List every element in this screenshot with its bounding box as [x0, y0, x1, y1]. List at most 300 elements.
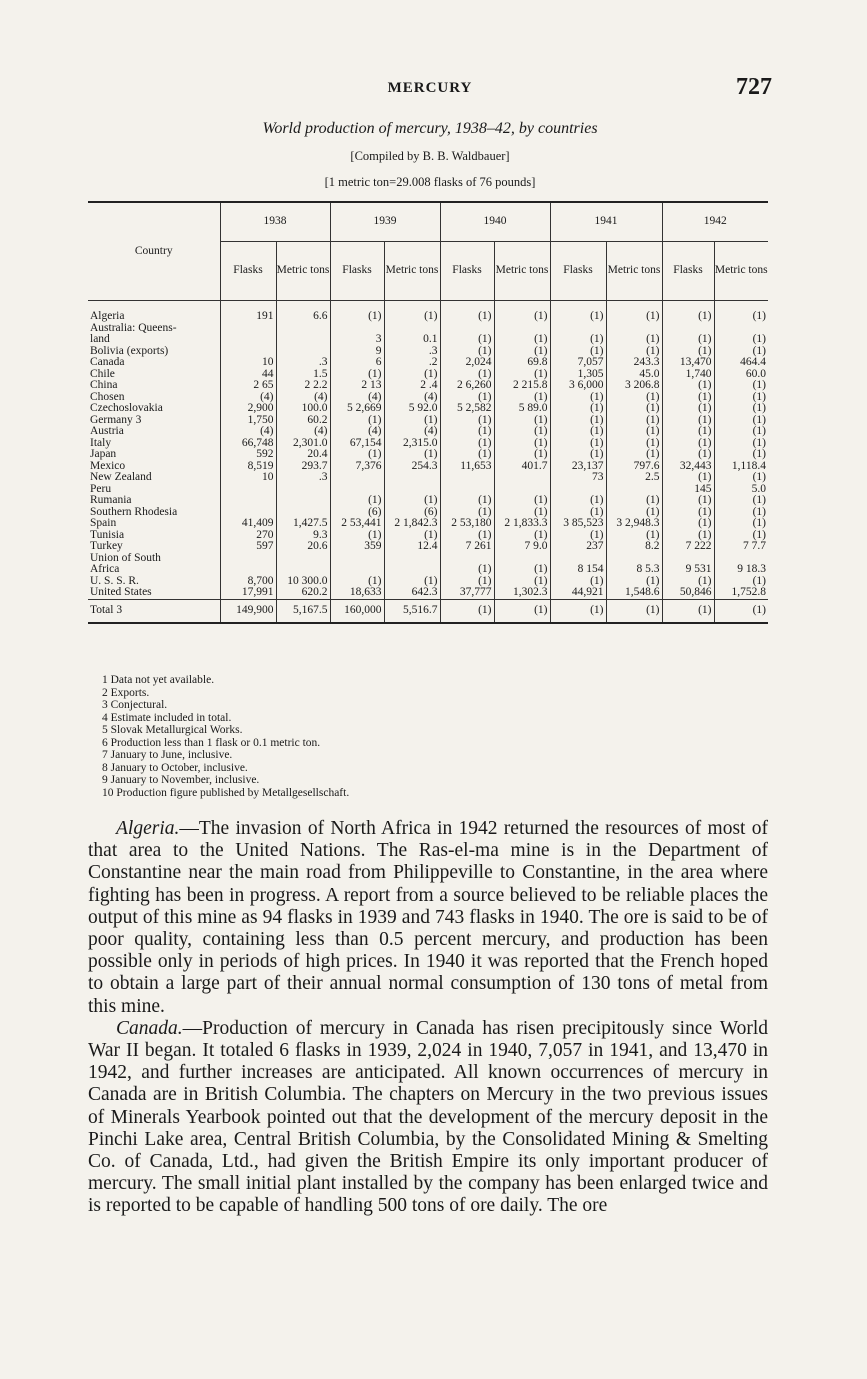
metric-tons-cell: (1): [384, 415, 440, 427]
metric-tons-cell: (1): [714, 530, 768, 542]
metric-tons-cell: (1): [494, 507, 550, 519]
flasks-cell: 145: [662, 484, 714, 496]
flasks-cell: (1): [662, 576, 714, 588]
flasks-cell: [220, 495, 276, 507]
flasks-cell: 10: [220, 357, 276, 369]
table-row: [88, 541, 768, 553]
metric-tons-cell: (1): [606, 438, 662, 450]
metric-tons-cell: (1): [606, 449, 662, 461]
metric-tons-cell: .3: [276, 472, 330, 484]
metric-tons-cell: [494, 553, 550, 565]
metric-tons-cell: (1): [714, 392, 768, 404]
metric-tons-cell: 254.3: [384, 461, 440, 473]
flasks-cell: 44,921: [550, 587, 606, 599]
country-header: Country: [88, 202, 220, 301]
metric-tons-cell: 5,516.7: [384, 599, 440, 623]
flasks-cell: [330, 553, 384, 565]
flasks-cell: (1): [550, 311, 606, 323]
metric-tons-cell: .2: [384, 357, 440, 369]
flasks-cell: (1): [550, 403, 606, 415]
flasks-cell: (4): [330, 392, 384, 404]
metric-tons-cell: 2 1,833.3: [494, 518, 550, 530]
flasks-cell: 10: [220, 472, 276, 484]
metric-tons-cell: (1): [494, 495, 550, 507]
metric-tons-cell: [494, 484, 550, 496]
flasks-cell: (1): [550, 415, 606, 427]
flasks-cell: (4): [220, 392, 276, 404]
flasks-cell: [330, 472, 384, 484]
running-title: MERCURY: [387, 80, 473, 96]
metric-tons-cell: 2 .4: [384, 380, 440, 392]
metric-tons-cell: (1): [714, 507, 768, 519]
year-header: 1939: [330, 202, 440, 242]
metric-tons-cell: [384, 323, 440, 335]
table-row: [88, 380, 768, 392]
flasks-cell: (1): [330, 530, 384, 542]
metric-tons-cell: (1): [606, 403, 662, 415]
flasks-cell: (1): [550, 438, 606, 450]
metric-tons-cell: 2 215.8: [494, 380, 550, 392]
flasks-cell: [220, 507, 276, 519]
flasks-cell: 73: [550, 472, 606, 484]
country-cell: Austria: [90, 426, 124, 437]
metric-tons-cell: (1): [606, 530, 662, 542]
unit-flasks-header: Flasks: [220, 242, 276, 301]
metric-tons-cell: 797.6: [606, 461, 662, 473]
metric-tons-cell: 1,118.4: [714, 461, 768, 473]
unit-metric-header: Metric tons: [714, 242, 768, 301]
table-row: [88, 507, 768, 519]
metric-tons-cell: (1): [714, 472, 768, 484]
metric-tons-cell: [384, 472, 440, 484]
country-cell: Mexico: [90, 460, 126, 472]
metric-tons-cell: (4): [276, 426, 330, 438]
paragraph-text: —The invasion of North Africa in 1942 returned the resources of most of that area to the United Nations. The Ras-el-ma mine is in the Department of Constantine near the main road from Philippeville to Constantine, in the area where fighting has been in progress. A report from a source believed to be reliable places the output of this mine as 94 flasks in 1939 and 743 flasks in 1940. The ore is said to be of poor quality, containing less than 0.5 percent mercury, and production has been possible only in periods of high prices. In 1940 it was reported that the French hoped to obtain a large part of their annual normal consumption of 130 tons of metal from this mine.: [88, 818, 768, 1017]
metric-tons-cell: 1,548.6: [606, 587, 662, 599]
flasks-cell: 66,748: [220, 438, 276, 450]
flasks-cell: (1): [550, 334, 606, 346]
flasks-cell: 359: [330, 541, 384, 553]
metric-tons-cell: (1): [384, 576, 440, 588]
metric-tons-cell: (1): [714, 426, 768, 438]
flasks-cell: (1): [550, 392, 606, 404]
flasks-cell: 3 6,000: [550, 380, 606, 392]
country-cell: Africa: [90, 564, 120, 575]
flasks-cell: [662, 553, 714, 565]
flasks-cell: (1): [550, 346, 606, 358]
metric-tons-cell: 243.3: [606, 357, 662, 369]
flasks-cell: 3: [330, 334, 384, 346]
flasks-cell: 5 2,582: [440, 403, 494, 415]
table-row: [88, 495, 768, 507]
flasks-cell: [440, 472, 494, 484]
flasks-cell: (1): [440, 392, 494, 404]
metric-tons-cell: 1,752.8: [714, 587, 768, 599]
flasks-cell: 2 13: [330, 380, 384, 392]
year-header: 1938: [220, 202, 330, 242]
flasks-cell: 149,900: [220, 599, 276, 623]
metric-tons-cell: 45.0: [606, 369, 662, 381]
flasks-cell: 7,376: [330, 461, 384, 473]
metric-tons-cell: 2 2.2: [276, 380, 330, 392]
year-header: 1942: [662, 202, 768, 242]
metric-tons-cell: (1): [714, 403, 768, 415]
unit-flasks-header: Flasks: [440, 242, 494, 301]
metric-tons-cell: 1,427.5: [276, 518, 330, 530]
flasks-cell: (1): [330, 369, 384, 381]
footnote: 5 Slovak Metallurgical Works.: [102, 724, 243, 736]
flasks-cell: [220, 323, 276, 335]
metric-tons-cell: (1): [494, 415, 550, 427]
table-row: [88, 472, 768, 484]
footnote: 10 Production figure published by Metallgesellschaft.: [102, 786, 350, 799]
flasks-cell: 2 53,441: [330, 518, 384, 530]
country-cell: New Zealand: [90, 472, 152, 483]
flasks-cell: (1): [662, 392, 714, 404]
metric-tons-cell: (1): [714, 599, 768, 623]
flasks-cell: (1): [440, 449, 494, 461]
footnote: 7 January to June, inclusive.: [102, 749, 233, 761]
metric-tons-cell: (1): [384, 449, 440, 461]
metric-tons-cell: [276, 334, 330, 346]
table-row: [88, 449, 768, 461]
flasks-cell: 23,137: [550, 461, 606, 473]
flasks-cell: 3 85,523: [550, 518, 606, 530]
metric-tons-cell: [714, 553, 768, 565]
metric-tons-cell: (1): [494, 334, 550, 346]
page-header: [88, 74, 772, 104]
flasks-cell: (1): [440, 495, 494, 507]
flasks-cell: 7 261: [440, 541, 494, 553]
table-row: [88, 403, 768, 415]
metric-tons-cell: (1): [494, 311, 550, 323]
flasks-cell: 1,305: [550, 369, 606, 381]
footnotes: [102, 674, 349, 799]
flasks-cell: (4): [220, 426, 276, 438]
table-row: [88, 334, 768, 346]
metric-tons-cell: 3 2,948.3: [606, 518, 662, 530]
metric-tons-cell: [276, 346, 330, 358]
metric-tons-cell: (1): [714, 311, 768, 323]
flasks-cell: (1): [550, 507, 606, 519]
flasks-cell: 1,740: [662, 369, 714, 381]
metric-tons-cell: 20.6: [276, 541, 330, 553]
unit-flasks-header: Flasks: [330, 242, 384, 301]
table-compiled-by: [Compiled by B. B. Waldbauer]: [350, 149, 510, 163]
flasks-cell: 37,777: [440, 587, 494, 599]
flasks-cell: (6): [330, 507, 384, 519]
production-table: [88, 201, 768, 624]
metric-tons-cell: (1): [714, 495, 768, 507]
country-cell: Algeria: [90, 311, 125, 322]
country-cell: China: [90, 380, 118, 391]
metric-tons-cell: 5 89.0: [494, 403, 550, 415]
metric-tons-cell: 3 206.8: [606, 380, 662, 392]
table-row: [88, 461, 768, 473]
metric-tons-cell: [276, 507, 330, 519]
metric-tons-cell: 2.5: [606, 472, 662, 484]
metric-tons-cell: [276, 564, 330, 576]
flasks-cell: (1): [662, 449, 714, 461]
table-row: [88, 553, 768, 565]
metric-tons-cell: [494, 323, 550, 335]
metric-tons-cell: (1): [714, 334, 768, 346]
metric-tons-cell: (1): [606, 599, 662, 623]
metric-tons-cell: [384, 564, 440, 576]
metric-tons-cell: (1): [714, 518, 768, 530]
metric-tons-cell: [494, 472, 550, 484]
metric-tons-cell: (1): [494, 530, 550, 542]
table-row: [88, 369, 768, 381]
flasks-cell: (1): [550, 599, 606, 623]
table-row: [88, 518, 768, 530]
metric-tons-cell: 2,315.0: [384, 438, 440, 450]
country-cell: Union of South: [90, 552, 161, 564]
metric-tons-cell: (1): [714, 380, 768, 392]
year-header: 1940: [440, 202, 550, 242]
flasks-cell: [550, 323, 606, 335]
flasks-cell: 8,519: [220, 461, 276, 473]
metric-tons-cell: 12.4: [384, 541, 440, 553]
flasks-cell: [662, 323, 714, 335]
flasks-cell: (1): [330, 576, 384, 588]
unit-metric-header: Metric tons: [276, 242, 330, 301]
metric-tons-cell: [384, 553, 440, 565]
year-header: 1941: [550, 202, 662, 242]
flasks-cell: (1): [440, 334, 494, 346]
flasks-cell: (1): [662, 507, 714, 519]
metric-tons-cell: 8.2: [606, 541, 662, 553]
country-cell: U. S. S. R.: [90, 575, 139, 587]
footnote: 9 January to November, inclusive.: [102, 774, 260, 786]
flasks-cell: (1): [330, 311, 384, 323]
flasks-cell: (1): [330, 495, 384, 507]
unit-metric-header: Metric tons: [384, 242, 440, 301]
flasks-cell: [220, 564, 276, 576]
flasks-cell: (1): [662, 472, 714, 484]
table-title: World production of mercury, 1938–42, by countries: [262, 120, 598, 137]
metric-tons-cell: 293.7: [276, 461, 330, 473]
metric-tons-cell: (1): [606, 311, 662, 323]
flasks-cell: 2 6,260: [440, 380, 494, 392]
metric-tons-cell: [276, 484, 330, 496]
flasks-cell: (1): [440, 438, 494, 450]
flasks-cell: 17,991: [220, 587, 276, 599]
flasks-cell: 7 222: [662, 541, 714, 553]
country-cell: Tunisia: [90, 529, 125, 541]
country-cell: Turkey: [90, 541, 123, 552]
flasks-cell: (1): [550, 530, 606, 542]
paragraph-lead: Algeria.: [116, 818, 180, 839]
flasks-cell: 597: [220, 541, 276, 553]
page-number: 727: [736, 74, 772, 100]
flasks-cell: (1): [550, 449, 606, 461]
table-row: [88, 576, 768, 588]
table-row: [88, 426, 768, 438]
metric-tons-cell: (1): [494, 564, 550, 576]
table-row: [88, 484, 768, 496]
flasks-cell: 13,470: [662, 357, 714, 369]
metric-tons-cell: .3: [276, 357, 330, 369]
paragraph-algeria: [88, 818, 768, 1018]
flasks-cell: (1): [440, 530, 494, 542]
flasks-cell: (1): [662, 346, 714, 358]
flasks-cell: 50,846: [662, 587, 714, 599]
footnote: 4 Estimate included in total.: [102, 711, 232, 724]
metric-tons-cell: (1): [606, 392, 662, 404]
table-row: [88, 587, 768, 599]
metric-tons-cell: 8 5.3: [606, 564, 662, 576]
country-cell: Peru: [90, 483, 112, 495]
table-row: [88, 311, 768, 323]
metric-tons-cell: (1): [714, 576, 768, 588]
flasks-cell: (1): [662, 426, 714, 438]
country-cell: Bolivia (exports): [90, 345, 169, 357]
flasks-cell: (1): [662, 334, 714, 346]
country-cell: Chile: [90, 368, 115, 380]
flasks-cell: (1): [330, 449, 384, 461]
footnote: 3 Conjectural.: [102, 699, 168, 711]
metric-tons-cell: 464.4: [714, 357, 768, 369]
flasks-cell: 9: [330, 346, 384, 358]
flasks-cell: (1): [662, 380, 714, 392]
country-cell: Southern Rhodesia: [90, 506, 178, 518]
unit-metric-header: Metric tons: [494, 242, 550, 301]
table-row: [88, 599, 768, 623]
metric-tons-cell: [606, 484, 662, 496]
metric-tons-cell: (1): [494, 599, 550, 623]
paragraph-text: —Production of mercury in Canada has risen precipitously since World War II began. It totaled 6 flasks in 1939, 2,024 in 1940, 7,057 in 1941, and 13,470 in 1942, and further increases are anticipated. All known occurrences of mercury in Canada are in British Columbia. The chapters on Mercury in the two previous issues of Minerals Yearbook pointed out that the development of the mercury deposit in the Pinchi Lake area, Central British Columbia, by the Consolidated Mining & Smelting Co. of Canada, Ltd., had given the British Empire its only important producer of mercury. The small initial plant installed by the company has been enlarged twice and is reported to be capable of handling 500 tons of ore daily. The ore: [88, 1017, 768, 1217]
metric-tons-cell: [606, 553, 662, 565]
flasks-cell: (1): [550, 576, 606, 588]
country-cell: Rumania: [90, 495, 132, 506]
metric-tons-cell: (1): [714, 415, 768, 427]
metric-tons-cell: (1): [494, 576, 550, 588]
table-body: [88, 301, 768, 623]
flasks-cell: 191: [220, 311, 276, 323]
paragraph-canada: [88, 1018, 768, 1218]
metric-tons-cell: (1): [494, 392, 550, 404]
flasks-cell: (1): [330, 415, 384, 427]
flasks-cell: (1): [662, 415, 714, 427]
metric-tons-cell: (4): [384, 392, 440, 404]
metric-tons-cell: 2,301.0: [276, 438, 330, 450]
metric-tons-cell: .3: [384, 346, 440, 358]
metric-tons-cell: 69.8: [494, 357, 550, 369]
metric-tons-cell: (1): [384, 369, 440, 381]
flasks-cell: 5 2,669: [330, 403, 384, 415]
footnote: 6 Production less than 1 flask or 0.1 metric ton.: [102, 736, 321, 749]
metric-tons-cell: 20.4: [276, 449, 330, 461]
flasks-cell: (1): [440, 311, 494, 323]
flasks-cell: (1): [662, 495, 714, 507]
country-cell: Italy: [90, 437, 112, 449]
flasks-cell: (1): [440, 346, 494, 358]
flasks-cell: [440, 553, 494, 565]
table-row: [88, 415, 768, 427]
flasks-cell: (1): [662, 438, 714, 450]
metric-tons-cell: [276, 553, 330, 565]
flasks-cell: 2,900: [220, 403, 276, 415]
footnote: 8 January to October, inclusive.: [102, 761, 248, 774]
country-cell: Germany 3: [90, 414, 142, 426]
metric-tons-cell: 5.0: [714, 484, 768, 496]
metric-tons-cell: (1): [714, 449, 768, 461]
flasks-cell: (4): [330, 426, 384, 438]
country-cell: land: [90, 334, 110, 345]
metric-tons-cell: (1): [606, 495, 662, 507]
flasks-cell: 592: [220, 449, 276, 461]
flasks-cell: 7,057: [550, 357, 606, 369]
flasks-cell: (1): [440, 369, 494, 381]
metric-tons-cell: 100.0: [276, 403, 330, 415]
metric-tons-cell: [276, 495, 330, 507]
flasks-cell: 2,024: [440, 357, 494, 369]
metric-tons-cell: 5 92.0: [384, 403, 440, 415]
flasks-cell: 41,409: [220, 518, 276, 530]
metric-tons-cell: 1.5: [276, 369, 330, 381]
metric-tons-cell: (1): [494, 369, 550, 381]
metric-tons-cell: 9 18.3: [714, 564, 768, 576]
flasks-cell: [220, 334, 276, 346]
metric-tons-cell: (6): [384, 507, 440, 519]
metric-tons-cell: (1): [384, 530, 440, 542]
metric-tons-cell: (4): [384, 426, 440, 438]
flasks-cell: (1): [662, 530, 714, 542]
flasks-cell: 32,443: [662, 461, 714, 473]
metric-tons-cell: (1): [606, 426, 662, 438]
table-row: [88, 346, 768, 358]
flasks-cell: [330, 484, 384, 496]
metric-tons-cell: (4): [276, 392, 330, 404]
flasks-cell: 160,000: [330, 599, 384, 623]
metric-tons-cell: 10 300.0: [276, 576, 330, 588]
flasks-cell: (1): [440, 507, 494, 519]
table-row: [88, 530, 768, 542]
flasks-cell: 67,154: [330, 438, 384, 450]
country-cell: Spain: [90, 518, 117, 529]
flasks-cell: 6: [330, 357, 384, 369]
unit-flasks-header: Flasks: [662, 242, 714, 301]
metric-tons-cell: 0.1: [384, 334, 440, 346]
table-row: [88, 438, 768, 450]
metric-tons-cell: 7 7.7: [714, 541, 768, 553]
metric-tons-cell: 7 9.0: [494, 541, 550, 553]
flasks-cell: (1): [662, 311, 714, 323]
metric-tons-cell: [606, 323, 662, 335]
country-cell: Czechoslovakia: [90, 403, 163, 414]
metric-tons-cell: (1): [494, 426, 550, 438]
metric-tons-cell: 2 1,842.3: [384, 518, 440, 530]
flasks-cell: 9 531: [662, 564, 714, 576]
flasks-cell: (1): [440, 599, 494, 623]
metric-tons-cell: [276, 323, 330, 335]
flasks-cell: [440, 484, 494, 496]
metric-tons-cell: 401.7: [494, 461, 550, 473]
metric-tons-cell: (1): [606, 576, 662, 588]
flasks-cell: (1): [550, 426, 606, 438]
flasks-cell: [220, 553, 276, 565]
table-row: [88, 323, 768, 335]
table-row: [88, 357, 768, 369]
country-cell: Australia: Queens-: [90, 322, 177, 334]
flasks-cell: (1): [662, 518, 714, 530]
flasks-cell: 2 65: [220, 380, 276, 392]
flasks-cell: 8,700: [220, 576, 276, 588]
unit-metric-header: Metric tons: [606, 242, 662, 301]
flasks-cell: (1): [440, 564, 494, 576]
paragraph-lead: Canada.: [116, 1017, 183, 1039]
